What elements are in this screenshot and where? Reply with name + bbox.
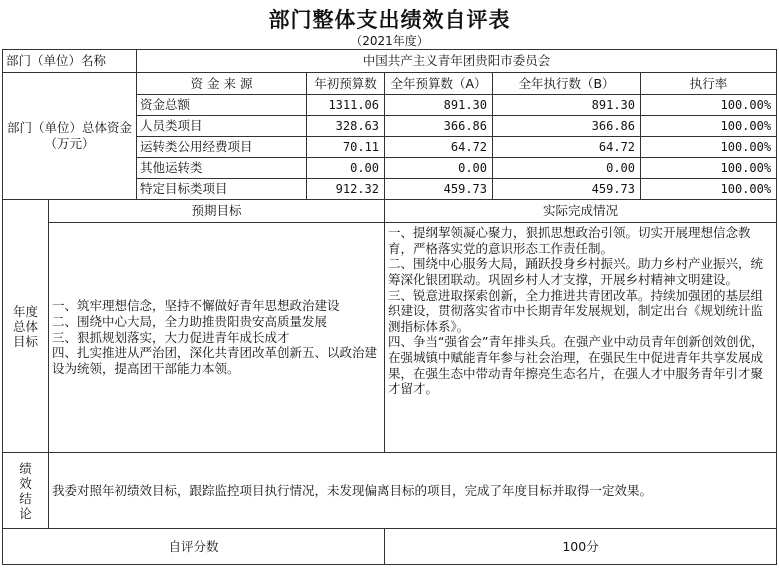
row-name: 资金总额 (137, 95, 307, 116)
dept-name-row (3, 50, 777, 73)
conclusion-label-3: 结 (19, 490, 32, 506)
row-rate: 100.00% (641, 137, 777, 158)
expected-goals (49, 223, 385, 453)
row-annual: 0.00 (385, 158, 493, 179)
performance-table (2, 49, 777, 565)
row-name: 其他运转类 (137, 158, 307, 179)
row-annual: 459.73 (385, 179, 493, 200)
row-name: 特定目标类项目 (137, 179, 307, 200)
goals-side-label-2: 总体 (12, 318, 38, 334)
row-rate: 100.00% (641, 116, 777, 137)
row-rate: 100.00% (641, 158, 777, 179)
row-name: 人员类项目 (137, 116, 307, 137)
score-row (3, 529, 777, 565)
row-name: 运转类公用经费项目 (137, 137, 307, 158)
row-executed: 64.72 (493, 137, 641, 158)
row-initial: 70.11 (307, 137, 385, 158)
row-annual: 891.30 (385, 95, 493, 116)
actual-header: 实际完成情况 (385, 200, 777, 223)
conclusion-row (3, 453, 777, 529)
row-executed: 891.30 (493, 95, 641, 116)
row-initial: 1311.06 (307, 95, 385, 116)
page-title: 部门整体支出绩效自评表 (268, 7, 511, 32)
goals-side-label (3, 200, 49, 453)
dept-name: 中国共产主义青年团贵阳市委员会 (137, 50, 777, 73)
actual-results (385, 223, 777, 453)
row-executed: 459.73 (493, 179, 641, 200)
goals-side-label-3: 目标 (12, 333, 38, 349)
goals-header-row (3, 200, 777, 223)
conclusion-text: 我委对照年初绩效目标，跟踪监控项目执行情况，未发现偏离目标的项目，完成了年度目标并取得一定效果。 (49, 453, 777, 529)
goals-content-row (3, 223, 777, 453)
row-initial: 0.00 (307, 158, 385, 179)
conclusion-label-1: 绩 (19, 460, 32, 476)
header-executed: 全年执行数（B） (493, 73, 641, 95)
row-rate: 100.00% (641, 95, 777, 116)
page-subtitle-year: （2021年度） (350, 34, 429, 48)
row-executed: 0.00 (493, 158, 641, 179)
header-source: 资 金 来 源 (137, 73, 307, 95)
conclusion-label (3, 453, 49, 529)
row-annual: 64.72 (385, 137, 493, 158)
funds-header-row (3, 73, 777, 95)
expected-goals-text: 一、筑牢理想信念，坚持不懈做好青年思想政治建设 二、围绕中心大局，全力助推贵阳贵安高质量发展 三、狠抓规划落实，大力促进青年成长成才 四、扎实推进从严治团，深化共青团改革创新五、以政治建设为统领，提高团干部能力本领。 (52, 298, 378, 376)
header-initial: 年初预算数 (307, 73, 385, 95)
row-annual: 366.86 (385, 116, 493, 137)
funds-label (3, 73, 137, 200)
goals-side-label-1: 年度 (12, 303, 38, 319)
expected-header: 预期目标 (49, 200, 385, 223)
dept-label: 部门（单位）名称 (3, 50, 137, 73)
score-value: 100分 (385, 529, 777, 565)
header-rate: 执行率 (641, 73, 777, 95)
row-executed: 366.86 (493, 116, 641, 137)
header-annual: 全年预算数（A） (385, 73, 493, 95)
funds-label-text: 部门（单位）总体资金（万元） (7, 120, 133, 151)
score-label: 自评分数 (3, 529, 385, 565)
row-initial: 328.63 (307, 116, 385, 137)
row-initial: 912.32 (307, 179, 385, 200)
conclusion-label-2: 效 (19, 475, 32, 491)
conclusion-label-4: 论 (19, 505, 32, 521)
actual-results-text: 一、提纲挈领凝心聚力，狠抓思想政治引领。切实开展理想信念教育，严格落实党的意识形态工作责任制。 二、围绕中心服务大局，踊跃投身乡村振兴。助力乡村产业振兴，统筹深化银团联动。巩固乡村人才支撑，开展乡村精神文明建设。 三、锐意进取探索创新，全力推进共青团改革。持续加强团的基层组织建设，贯彻落实省市中长期青年发展规划，制定出台《规划统计监测指标体系》。 四、争当“强省会”青年排头兵。在强产业中动员青年创新创效创优，在强城镇中赋能青年参与社会治理，在强民生中促进青年共享发展成果，在强生态中带动青年擦亮生态名片，在强人才中服务青年引才聚才留才。 (388, 225, 764, 397)
row-rate: 100.00% (641, 179, 777, 200)
